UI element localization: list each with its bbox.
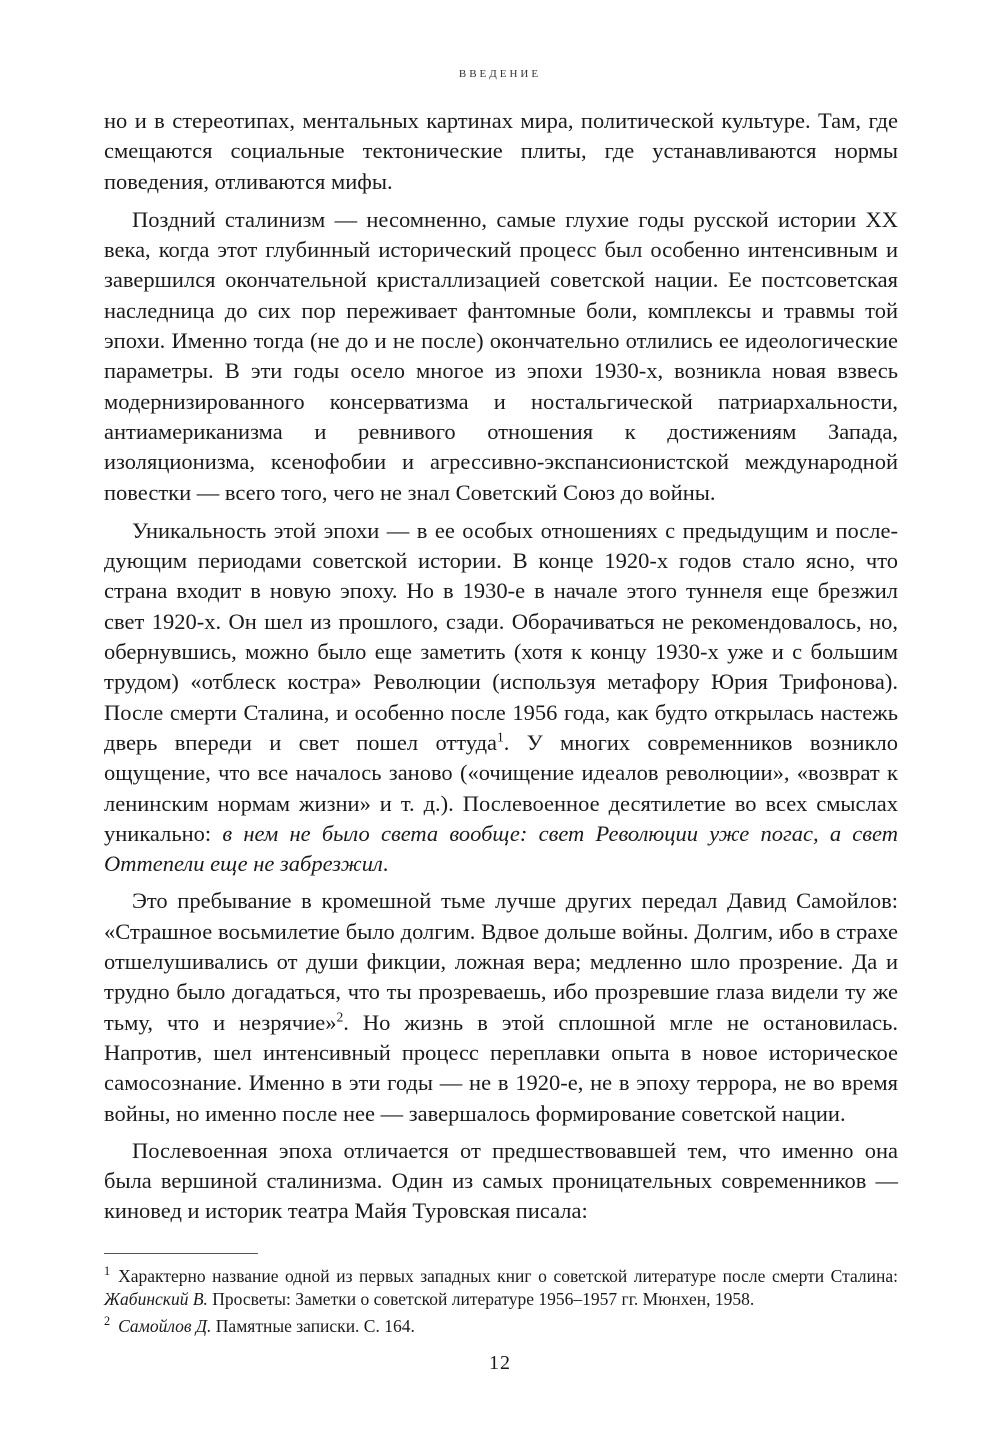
footnote-ref-1: 1 [497,729,504,745]
footnote-divider [104,1253,258,1254]
paragraph-5: Послевоенная эпоха отличается от предшествовавшей тем, что именно она была вершиной сталинизма. Один из самых проницательных современников — киновед и историк театра Майя Туровская писала: [104,1137,898,1224]
footnote-1-text-a: Характерно название одной из первых западных книг о советской литературе после смерти Сталина: [118,1266,898,1286]
footnote-2-author: Самойлов Д. [118,1316,212,1336]
paragraph-3 [104,516,898,880]
paragraph-2: Поздний сталинизм — несомненно, самые глухие годы русской истории XX века, когда этот глубинный исторический процесс был особенно интенсивным и завершился окончательной кристаллизацией советской нации. Ее постсоветская наследница до сих пор переживает фантомные боли, комплексы и травмы той эпохи. Именно тогда (не до и не после) окончательно отлились ее идеологические параметры. В эти годы осело многое из эпохи 1930-х, возникла новая взвесь модернизированного консерватизма и ностальгической патриархальности, антиамериканизма и ревнивого отношения к достижениям Запада, изоляционизма, ксенофобии и агрессивно-экспансионистской международной повестки — всего того, чего не знал Советский Союз до войны. [104,206,898,505]
footnote-1-author: Жабинский В. [104,1288,208,1309]
footnote-2 [104,1315,898,1338]
page-number: 12 [489,1352,511,1374]
footnote-1-text-b: Просветы: Заметки о советской литературе 1956–1957 гг. Мюнхен, 1958. [207,1288,755,1309]
footnote-2-mark: 2 [104,1314,111,1329]
paragraph-4-text-a: Это пребывание в кромешной тьме лучше других передал Давид Самойлов: «Страшное восьмилетие было долгим. Вдвое дольше войны. Долгим, ибо в страхе отшелушивались от души фикции, ложная вера; медленно шло прозрение. Да и трудно было догадаться, что ты прозреваешь, ибо прозревшие глаза видели ту же тьму, что и незрячие» [104,888,898,1035]
running-head: ВВЕДЕНИЕ [458,68,542,80]
footnotes [104,1265,898,1343]
footnote-2-text-b: Памятные записки. С. 164. [211,1316,415,1336]
paragraph-3-italic: в нем не было света вообще: свет Революции уже погас, а свет Оттепели еще не забрезжил [104,820,898,877]
footnote-ref-2: 2 [336,1009,344,1025]
paragraph-3-text-a: Уникальность этой эпохи — в ее особых отношениях с предыдущим и последующим периодами советской истории. В конце 1920-х годов стало ясно, что страна входит в новую эпоху. Но в 1930-е в начале этого туннеля еще брезжил свет 1920-х. Он шел из прошлого, сзади. Оборачиваться не рекомендовалось, но, обернувшись, можно было еще заметить (хотя к концу 1930-х уже и с большим трудом) «отблеск костра» Революции (используя метафору Юрия Трифонова). После смерти Сталина, и особенно после 1956 года, как будто открылась настежь дверь впереди и свет пошел оттуда [104,517,898,755]
footnote-1-mark: 1 [104,1264,111,1279]
footnote-1 [104,1265,898,1310]
paragraph-4-text-b: . Но жизнь в этой сплошной мгле не остановилась. Напротив, шел интенсивный процесс переплавки опыта в новое историческое самосознание. Именно в эти годы — не в 1920-е, не в эпоху террора, не во время войны, но именно после нее — завершалось формирование советской нации. [104,1009,898,1126]
main-text [104,106,898,1235]
paragraph-1: но и в стереотипах, ментальных картинах мира, политической культуре. Там, где смещаются социальные тектонические плиты, где устанавливаются нормы поведения, отливаются мифы. [104,108,898,194]
paragraph-3-end: . [382,851,389,877]
paragraph-3-text-b: . У многих современников возникло ощущение, что все началось заново («очищение идеалов революции», «возврат к ленинским нормам жизни» и т. д.). Послевоенное десятилетие во всех смыслах уникально: [104,729,898,846]
paragraph-4 [104,886,898,1128]
